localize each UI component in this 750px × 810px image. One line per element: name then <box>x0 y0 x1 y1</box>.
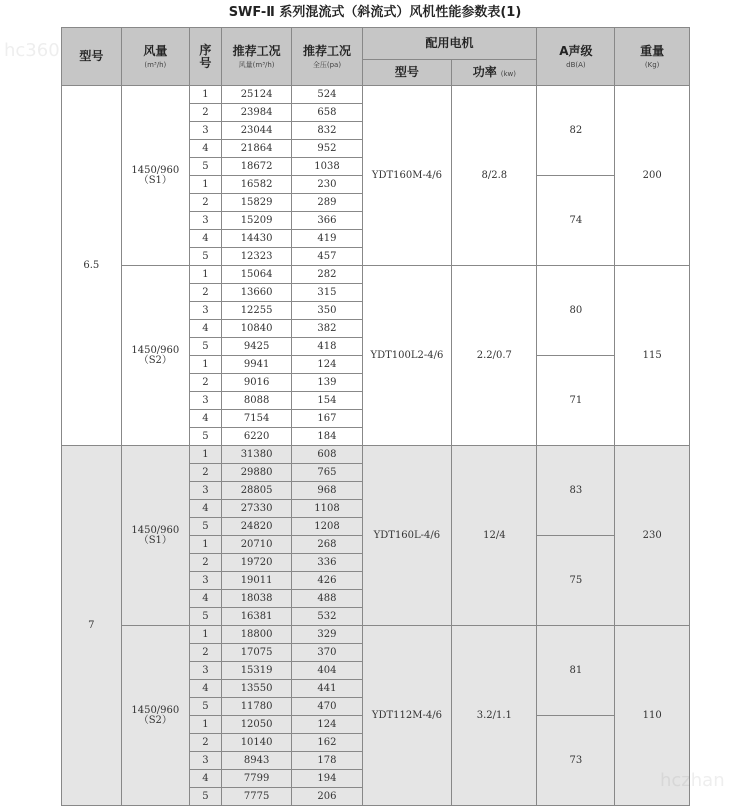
rec-pressure-cell: 382 <box>292 320 362 338</box>
rec-pressure-cell: 608 <box>292 446 362 464</box>
header-weight: 重量 (Kg) <box>615 28 690 86</box>
motor-model-cell: YDT160M-4/6 <box>362 86 452 266</box>
rec-airflow-cell: 8943 <box>221 752 291 770</box>
airflow-range-cell <box>121 626 189 806</box>
series-label: （S1） <box>138 174 172 186</box>
motor-model-cell: YDT100L2-4/6 <box>362 266 452 446</box>
header-seq: 序 号 <box>189 28 221 86</box>
rec-pressure-cell: 370 <box>292 644 362 662</box>
rec-pressure-cell: 124 <box>292 716 362 734</box>
weight-cell: 200 <box>615 86 690 266</box>
rec-airflow-cell: 18672 <box>221 158 291 176</box>
seq-cell: 5 <box>189 698 221 716</box>
rec-airflow-cell: 8088 <box>221 392 291 410</box>
rec-pressure-cell: 178 <box>292 752 362 770</box>
rec-airflow-cell: 6220 <box>221 428 291 446</box>
seq-cell: 5 <box>189 248 221 266</box>
rec-pressure-cell: 968 <box>292 482 362 500</box>
seq-cell: 3 <box>189 662 221 680</box>
rec-airflow-cell: 21864 <box>221 140 291 158</box>
weight-cell: 115 <box>615 266 690 446</box>
group-7 <box>62 446 690 806</box>
seq-cell: 1 <box>189 536 221 554</box>
rec-pressure-cell: 154 <box>292 392 362 410</box>
rec-airflow-cell: 24820 <box>221 518 291 536</box>
watermark: hczhan <box>660 770 725 791</box>
seq-cell: 2 <box>189 374 221 392</box>
motor-model-cell: YDT112M-4/6 <box>362 626 452 806</box>
seq-cell: 5 <box>189 788 221 806</box>
rec-pressure-cell: 350 <box>292 302 362 320</box>
rec-airflow-cell: 16381 <box>221 608 291 626</box>
rec-pressure-cell: 426 <box>292 572 362 590</box>
seq-cell: 2 <box>189 194 221 212</box>
rec-pressure-cell: 162 <box>292 734 362 752</box>
rec-airflow-cell: 12323 <box>221 248 291 266</box>
rec-pressure-cell: 1208 <box>292 518 362 536</box>
airflow-range: 1450/960 <box>131 524 180 536</box>
rec-pressure-cell: 282 <box>292 266 362 284</box>
rec-pressure-cell: 124 <box>292 356 362 374</box>
rec-airflow-cell: 19720 <box>221 554 291 572</box>
seq-cell: 4 <box>189 410 221 428</box>
rec-pressure-cell: 457 <box>292 248 362 266</box>
seq-cell: 4 <box>189 500 221 518</box>
seq-cell: 4 <box>189 140 221 158</box>
seq-cell: 2 <box>189 644 221 662</box>
seq-cell: 2 <box>189 104 221 122</box>
series-label: （S2） <box>138 354 172 366</box>
seq-cell: 1 <box>189 716 221 734</box>
seq-cell: 1 <box>189 176 221 194</box>
rec-airflow-cell: 7799 <box>221 770 291 788</box>
rec-airflow-cell: 28805 <box>221 482 291 500</box>
rec-pressure-cell: 315 <box>292 284 362 302</box>
rec-airflow-cell: 15064 <box>221 266 291 284</box>
rec-airflow-cell: 29880 <box>221 464 291 482</box>
rec-airflow-cell: 19011 <box>221 572 291 590</box>
fan-spec-table <box>61 27 690 806</box>
header-airflow: 风量 (m³/h) <box>121 28 189 86</box>
rec-airflow-cell: 16582 <box>221 176 291 194</box>
seq-cell: 1 <box>189 446 221 464</box>
airflow-range: 1450/960 <box>131 704 180 716</box>
seq-cell: 5 <box>189 428 221 446</box>
noise-cell: 83 <box>537 446 615 536</box>
table-row <box>62 86 690 104</box>
airflow-range-cell <box>121 446 189 626</box>
seq-cell: 2 <box>189 284 221 302</box>
seq-cell: 4 <box>189 770 221 788</box>
header-motor-model: 型号 <box>362 60 452 86</box>
rec-airflow-cell: 27330 <box>221 500 291 518</box>
table-row <box>62 266 690 284</box>
rec-pressure-cell: 230 <box>292 176 362 194</box>
seq-cell: 3 <box>189 302 221 320</box>
fan-size-cell: 7 <box>62 446 122 806</box>
rec-pressure-cell: 658 <box>292 104 362 122</box>
motor-power-cell: 3.2/1.1 <box>452 626 537 806</box>
rec-pressure-cell: 419 <box>292 230 362 248</box>
series-label: （S1） <box>138 534 172 546</box>
noise-cell: 75 <box>537 536 615 626</box>
seq-cell: 4 <box>189 320 221 338</box>
rec-pressure-cell: 329 <box>292 626 362 644</box>
rec-airflow-cell: 15209 <box>221 212 291 230</box>
rec-airflow-cell: 9425 <box>221 338 291 356</box>
seq-cell: 5 <box>189 338 221 356</box>
seq-cell: 3 <box>189 752 221 770</box>
seq-cell: 4 <box>189 230 221 248</box>
seq-cell: 5 <box>189 518 221 536</box>
rec-pressure-cell: 404 <box>292 662 362 680</box>
rec-pressure-cell: 524 <box>292 86 362 104</box>
seq-cell: 1 <box>189 86 221 104</box>
seq-cell: 3 <box>189 482 221 500</box>
seq-cell: 5 <box>189 158 221 176</box>
seq-cell: 2 <box>189 734 221 752</box>
rec-airflow-cell: 17075 <box>221 644 291 662</box>
rec-pressure-cell: 765 <box>292 464 362 482</box>
rec-pressure-cell: 441 <box>292 680 362 698</box>
airflow-range-cell <box>121 86 189 266</box>
weight-cell: 110 <box>615 626 690 806</box>
rec-pressure-cell: 832 <box>292 122 362 140</box>
motor-power-cell: 8/2.8 <box>452 86 537 266</box>
rec-airflow-cell: 23044 <box>221 122 291 140</box>
header-model: 型号 <box>62 28 122 86</box>
header-rec-pressure: 推荐工况 全压(pa) <box>292 28 362 86</box>
rec-pressure-cell: 206 <box>292 788 362 806</box>
rec-airflow-cell: 25124 <box>221 86 291 104</box>
rec-pressure-cell: 418 <box>292 338 362 356</box>
noise-cell: 73 <box>537 716 615 806</box>
seq-cell: 1 <box>189 356 221 374</box>
rec-airflow-cell: 23984 <box>221 104 291 122</box>
rec-pressure-cell: 1038 <box>292 158 362 176</box>
seq-cell: 5 <box>189 608 221 626</box>
rec-pressure-cell: 470 <box>292 698 362 716</box>
rec-pressure-cell: 952 <box>292 140 362 158</box>
rec-airflow-cell: 9941 <box>221 356 291 374</box>
rec-airflow-cell: 18800 <box>221 626 291 644</box>
rec-pressure-cell: 194 <box>292 770 362 788</box>
rec-pressure-cell: 289 <box>292 194 362 212</box>
motor-power-cell: 12/4 <box>452 446 537 626</box>
rec-pressure-cell: 488 <box>292 590 362 608</box>
rec-airflow-cell: 7154 <box>221 410 291 428</box>
rec-pressure-cell: 184 <box>292 428 362 446</box>
rec-airflow-cell: 12050 <box>221 716 291 734</box>
table-title: SWF-Ⅱ 系列混流式（斜流式）风机性能参数表(1) <box>228 5 522 20</box>
rec-airflow-cell: 31380 <box>221 446 291 464</box>
rec-airflow-cell: 14430 <box>221 230 291 248</box>
rec-airflow-cell: 18038 <box>221 590 291 608</box>
rec-pressure-cell: 139 <box>292 374 362 392</box>
airflow-range-cell <box>121 266 189 446</box>
seq-cell: 3 <box>189 572 221 590</box>
airflow-range: 1450/960 <box>131 164 180 176</box>
rec-airflow-cell: 11780 <box>221 698 291 716</box>
motor-model-cell: YDT160L-4/6 <box>362 446 452 626</box>
rec-airflow-cell: 9016 <box>221 374 291 392</box>
header-noise: A声级 dB(A) <box>537 28 615 86</box>
rec-airflow-cell: 20710 <box>221 536 291 554</box>
seq-cell: 2 <box>189 464 221 482</box>
seq-cell: 1 <box>189 266 221 284</box>
seq-cell: 2 <box>189 554 221 572</box>
seq-cell: 3 <box>189 392 221 410</box>
seq-cell: 3 <box>189 212 221 230</box>
seq-cell: 4 <box>189 680 221 698</box>
rec-pressure-cell: 167 <box>292 410 362 428</box>
rec-airflow-cell: 15319 <box>221 662 291 680</box>
header-rec-airflow: 推荐工况 风量(m³/h) <box>221 28 291 86</box>
seq-cell: 3 <box>189 122 221 140</box>
fan-size-cell: 6.5 <box>62 86 122 446</box>
noise-cell: 71 <box>537 356 615 446</box>
rec-pressure-cell: 532 <box>292 608 362 626</box>
header-motor-power: 功率 (kw) <box>452 60 537 86</box>
noise-cell: 74 <box>537 176 615 266</box>
table-row <box>62 446 690 464</box>
rec-airflow-cell: 10840 <box>221 320 291 338</box>
rec-airflow-cell: 13550 <box>221 680 291 698</box>
rec-pressure-cell: 1108 <box>292 500 362 518</box>
series-label: （S2） <box>138 714 172 726</box>
watermark: hc360 <box>4 40 60 61</box>
table-row <box>62 626 690 644</box>
rec-pressure-cell: 366 <box>292 212 362 230</box>
weight-cell: 230 <box>615 446 690 626</box>
rec-airflow-cell: 7775 <box>221 788 291 806</box>
rec-airflow-cell: 13660 <box>221 284 291 302</box>
noise-cell: 82 <box>537 86 615 176</box>
seq-cell: 1 <box>189 626 221 644</box>
noise-cell: 81 <box>537 626 615 716</box>
header-motor: 配用电机 <box>362 28 537 60</box>
rec-airflow-cell: 12255 <box>221 302 291 320</box>
noise-cell: 80 <box>537 266 615 356</box>
rec-airflow-cell: 10140 <box>221 734 291 752</box>
rec-airflow-cell: 15829 <box>221 194 291 212</box>
airflow-range: 1450/960 <box>131 344 180 356</box>
group-6-5 <box>62 86 690 446</box>
rec-pressure-cell: 336 <box>292 554 362 572</box>
seq-cell: 4 <box>189 590 221 608</box>
motor-power-cell: 2.2/0.7 <box>452 266 537 446</box>
rec-pressure-cell: 268 <box>292 536 362 554</box>
